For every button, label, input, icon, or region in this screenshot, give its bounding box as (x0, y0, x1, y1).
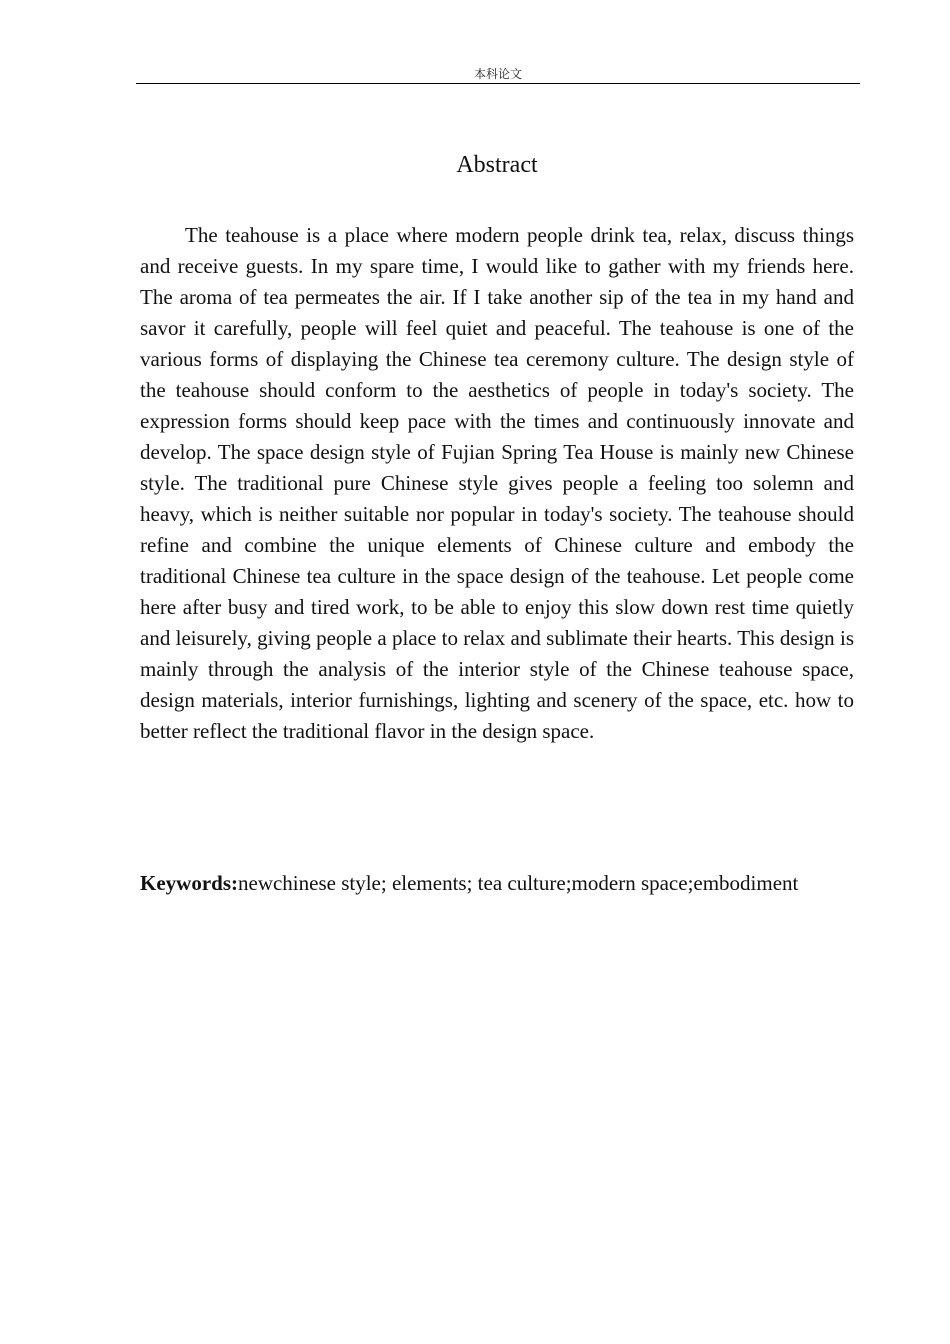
keywords-label: Keywords: (140, 871, 238, 895)
keywords-line (140, 868, 880, 899)
abstract-title: Abstract (456, 152, 538, 178)
header-rule (136, 83, 860, 84)
keywords-value: newchinese style; elements; tea culture;modern space;embodiment (238, 871, 799, 895)
page-header: 本科论文 (473, 67, 522, 81)
abstract-body: The teahouse is a place where modern people drink tea, relax, discuss things and receive guests. In my spare time, I would like to gather with my friends here. The aroma of tea permeates the air. If I take another sip of the tea in my hand and savor it carefully, people will feel quiet and peaceful. The teahouse is one of the various forms of displaying the Chinese tea ceremony culture. The design style of the teahouse should conform to the aesthetics of people in today's society. The expression forms should keep pace with the times and continuously innovate and develop. The space design style of Fujian Spring Tea House is mainly new Chinese style. The traditional pure Chinese style gives people a feeling too solemn and heavy, which is neither suitable nor popular in today's society. The teahouse should refine and combine the unique elements of Chinese culture and embody the traditional Chinese tea culture in the space design of the teahouse. Let people come here after busy and tired work, to be able to enjoy this slow down rest time quietly and leisurely, giving people a place to relax and sublimate their hearts. This design is mainly through the analysis of the interior style of the Chinese teahouse space, design materials, interior furnishings, lighting and scenery of the space, etc. how to better reflect the traditional flavor in the design space. (140, 223, 854, 743)
